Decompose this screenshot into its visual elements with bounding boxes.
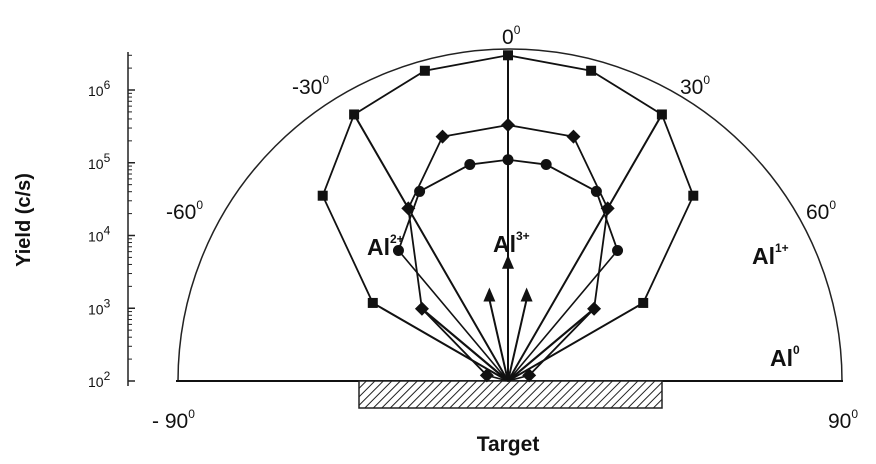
data-point-diamond (436, 130, 450, 144)
angle-label: $-30^0$ (292, 73, 330, 99)
y-tick-label: 102 (88, 369, 111, 390)
ion-label: Al$^0$ (770, 343, 800, 371)
arrow-head (483, 287, 495, 301)
polar-frame (176, 49, 843, 381)
ion-label: $Al^{1+}$ (752, 241, 789, 269)
data-point-circle (612, 245, 623, 256)
data-point-square (586, 66, 596, 76)
data-point-circle (503, 154, 514, 165)
data-point-diamond (501, 118, 515, 132)
ray-line (508, 250, 618, 381)
ray-line (422, 309, 508, 381)
y-tick-label: 103 (88, 296, 111, 318)
data-point-square (420, 66, 430, 76)
arrow-head (521, 287, 533, 301)
angle-label: $30^0$ (680, 73, 711, 99)
ray-line (508, 309, 594, 381)
x-axis-label: Target (476, 433, 540, 456)
y-tick-label: 106 (88, 78, 111, 99)
ray-line (508, 114, 662, 381)
angle-label: $0^0$ (502, 23, 521, 49)
y-tick-label: 104 (88, 223, 111, 245)
data-point-circle (464, 159, 475, 170)
data-point-square (368, 298, 378, 308)
data-point-diamond (566, 130, 580, 144)
y-tick-label: 105 (88, 150, 111, 172)
data-point-circle (541, 159, 552, 170)
data-point-circle (591, 186, 602, 197)
data-point-circle (393, 245, 404, 256)
y-axis (88, 52, 135, 390)
data-point-square (688, 191, 698, 201)
angle-label: - $90^0$ (152, 407, 195, 433)
angle-label: $90^0$ (828, 407, 859, 433)
target-block (359, 381, 662, 408)
data-point-square (657, 109, 667, 119)
data-point-square (318, 191, 328, 201)
ray-line (398, 250, 508, 381)
ion-label: $Al^{2+}$ (367, 232, 404, 260)
data-point-square (638, 298, 648, 308)
emission-arrows (483, 255, 532, 381)
data-point-square (349, 109, 359, 119)
y-axis-label: Yield (c/s) (13, 173, 35, 267)
angle-label: $60^0$ (806, 198, 837, 224)
series-group (318, 50, 699, 382)
ion-label: $Al^{3+}$ (493, 229, 530, 257)
data-point-circle (414, 186, 425, 197)
data-point-square (503, 50, 513, 60)
angle-label: $-60^0$ (166, 198, 204, 224)
